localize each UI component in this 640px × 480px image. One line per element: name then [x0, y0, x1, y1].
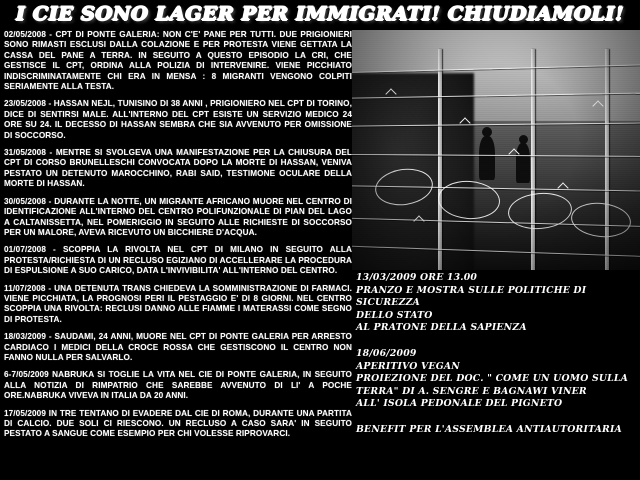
chronology-paragraph: 02/05/2008 - CPT DI PONTE GALERIA: NON C'E' PANE PER TUTTI. DUE PRIGIONIERI SONO RIMASTI ESCLUSI DALLA COLAZIONE E PER PROTESTA VIENE GETTATA LA CASSA DEL PANE A TERRA. IN SEGUITO A QUESTO EPISODIO LA CRI, CHE GESTISCE IL CPT, ORDINA ALLA POLIZIA DI INTERVENIRE. VIENE PICCHIATO INDISCRIMINATAMENTE CHI ERA IN MENSA : 8 MIGRANTI VENGONO COLPITI SERIAMENTE ALLA TESTA. — [4, 30, 352, 92]
barbed-wire-photo — [352, 30, 640, 270]
event-date: 13/03/2009 ORE 13.00 — [356, 272, 478, 283]
chronology-text-column — [4, 30, 352, 476]
chronology-paragraph: 17/05/2009 IN TRE TENTANO DI EVADERE DAL CIE DI ROMA, DURANTE UNA PARTITA DI CALCIO. DUE SOLI CI RIESCONO. UN RECLUSO A CASO SARA' IN SEGUITO PESTATO A SANGUE COME ESEMPIO PER CHI VOLESSE RIPROVARCI. — [4, 408, 352, 439]
event-line: ALL' ISOLA PEDONALE DEL PIGNETO — [356, 397, 563, 409]
chronology-paragraph: 6-7/05/2009 NABRUKA SI TOGLIE LA VITA NEL CIE DI PONTE GALERIA, IN SEGUITO ALLA NOTIZIA DI RIMPATRIO CHE SAREBBE AVVENUTO DI LI' A POCHE ORE.NABRUKA VIVEVA IN ITALIA DA 20 ANNI. — [4, 370, 352, 401]
poster-title-bar — [0, 0, 640, 28]
event-line: TERRA" DI A. SENGRE E BAGNAWI VINER — [356, 385, 587, 397]
chronology-paragraph: 11/07/2008 - UNA DETENUTA TRANS CHIEDEVA LA SOMMINISTRAZIONE DI FARMACI. VIENE PICCHIATA, LA PROGNOSI PERI IL PESTAGGIO E' DI 8 GIORNI. NEL CENTRO SCOPPIA UNA RIVOLTA: RECLUSI DANNO ALLE FIAMME I MATERASSI COME SEGNO DI PROTESTA. — [4, 283, 352, 324]
photo-vignette-overlay — [352, 30, 640, 270]
event-date: 18/06/2009 — [356, 348, 417, 360]
chronology-paragraph: 23/05/2008 - HASSAN NEJL, TUNISINO DI 38 ANNI , PRIGIONIERO NEL CPT DI TORINO, DICE DI SENTIRSI MALE. ALL'INTERNO DEL CPT ESISTE UN SERVIZIO MEDICO 24 ORE SU 24. IL DECESSO DI HASSAN SEMBRA CHE SIA AVVENUTO PER OMISSIONE DI SOCCORSO. — [4, 99, 352, 140]
chronology-paragraph: 30/05/2008 - DURANTE LA NOTTE, UN MIGRANTE AFRICANO MUORE NEL CENTRO DI IDENTIFICAZIONE ALL'INTERNO DEL CENTRO POLIFUNZIONALE DI PIAN DEL LAGO A CALTANISSETTA, NEL POMERIGGIO IN SEGUITO ALLE RICHIESTE DI SOCCORSO PER UN MALORE, AVEVA RICEVUTO UN BICCHIERE D'ACQUA. — [4, 196, 352, 237]
event-line: DELLO STATO — [356, 309, 433, 321]
event-line: PROIEZIONE DEL DOC. " COME UN UOMO SULLA — [356, 373, 629, 385]
chronology-paragraph: 01/07/2008 - SCOPPIA LA RIVOLTA NEL CPT DI MILANO IN SEGUITO ALLA PROTESTA/RICHIESTA DI UN RECLUSO EGIZIANO DI ACCELLERARE LA PROCEDURA DI ESPULSIONE A SUO CARICO, DATA L'INVIVIBILITA' ALL'INTERNO DEL CENTRO. — [4, 245, 352, 276]
page-title: I CIE SONO LAGER PER IMMIGRATI! CHIUDIAMOLI! — [15, 3, 625, 25]
event-line: AL PRATONE DELLA SAPIENZA — [356, 321, 527, 333]
event-block — [356, 348, 638, 410]
events-column — [356, 272, 638, 436]
benefit-note: BENEFIT PER L'ASSEMBLEA ANTIAUTORITARIA — [356, 424, 622, 436]
event-block — [356, 272, 638, 334]
event-line: APERITIVO VEGAN — [356, 361, 460, 373]
chronology-paragraph: 31/05/2008 - MENTRE SI SVOLGEVA UNA MANIFESTAZIONE PER LA CHIUSURA DEL CPT DI CORSO BRUNELLESCHI CONVOCATA DOPO LA MORTE DI HASSAN, VENIVA PESTATO UN DETENUTO MAROCCHINO, RABI SAID, TESTIMONE OCULARE DELLA MORTE DI HASSAN. — [4, 148, 352, 189]
event-line: PRANZO E MOSTRA SULLE POLITICHE DI SICUREZZA — [356, 285, 587, 309]
chronology-paragraph: 18/03/2009 - SAUDAMI, 24 ANNI, MUORE NEL CPT DI PONTE GALERIA PER ARRESTO CARDIACO I MEDICI DELLA CROCE ROSSA CHE GESTISCONO IL CENTRO NON FANNO NULLA PER SALVARLO. — [4, 332, 352, 362]
